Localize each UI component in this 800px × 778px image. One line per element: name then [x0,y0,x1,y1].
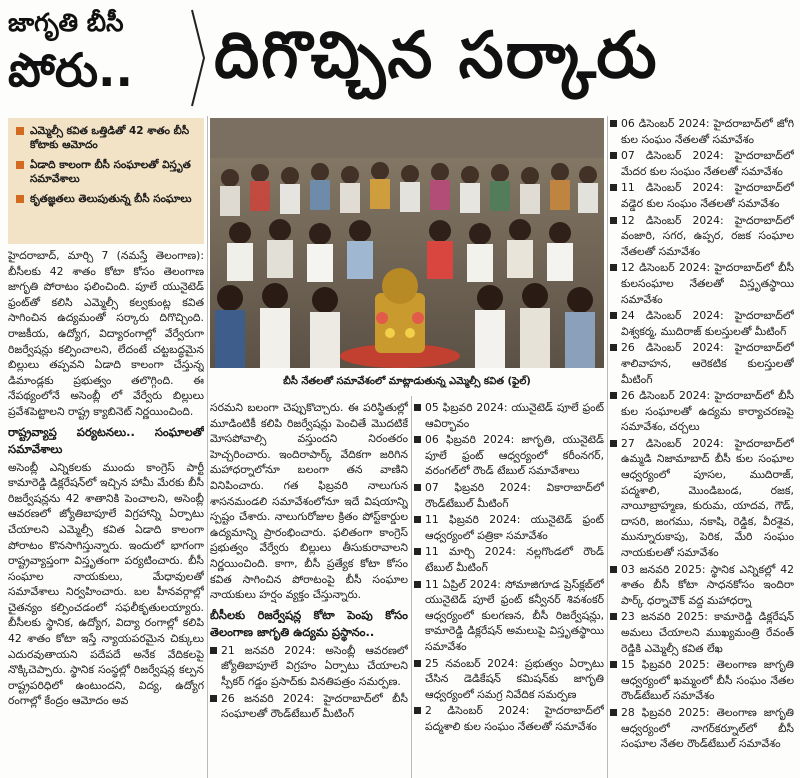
timeline-item: 28 ఫిబ్రవరి 2025: తెలంగాణ జాగృతి ఆధ్వర్యంలో నాగర్‌కర్నూల్‌లో బీసీ సంఘాల నేతల రౌండ్‌టేబుల్ సమావేశం [610,705,794,752]
kicker-line-2: పోరు.. [8,43,133,97]
article-column-2 [210,400,408,776]
bullet-icon [16,127,24,135]
article-paragraph: హైదరాబాద్, మార్చి 7 (నమస్తే తెలంగాణ): బీసీలకు 42 శాతం కోటా కోసం తెలంగాణ జాగృతి పోరాటం ఫలించింది. పూలే యునైటెడ్ ఫ్రంట్‌తో కలిసి ఎమ్మెల్సీ కల్వకుంట్ల కవిత సాగించిన ఉద్యమంతో సర్కారు దిగొచ్చింది. రాజకీయ, ఉద్యోగ, విద్యారంగాల్లో వేర్వేరుగా రిజర్వేషన్లు కల్పించాలని, లేదంటే చట్టబద్ధమైన బిల్లులు తప్పవని ఏడాది కాలంగా చేస్తున్న డిమాండ్లకు ప్రభుత్వం తలొగ్గింది. ఈ నేపథ్యంలోనే అసెంబ్లీ లో వేర్వేరు బిల్లులు ప్రవేశపెట్టాలని రాష్ట్ర క్యాబినెట్ నిర్ణయించింది. [8,249,204,418]
bullet-icon [414,516,421,523]
highlight-item: ఎమ్మెల్సీ కవిత ఒత్తిడితో 42 శాతం బీసీ కోటాకు ఆమోదం [16,124,198,152]
bullet-icon [610,566,617,573]
bullet-icon [414,660,421,667]
timeline-item: 07 డిసెంబర్ 2024: హైదరాబాద్‌లో మేదర కుల సంఘం నేతలతో సమావేశం [610,148,794,179]
highlights-box [8,118,204,244]
masthead [0,0,800,116]
bullet-icon [610,184,617,191]
bullet-icon [610,120,617,127]
bullet-icon [610,440,617,447]
timeline-item: 07 ఫిబ్రవరి 2024: వికారాబాద్‌లో రౌండ్‌టేబుల్ మీటింగ్ [414,480,604,511]
timeline-item: 12 డిసెంబర్ 2024: హైదరాబాద్‌లో వంజారి, సగర, ఉప్పర, రజక సంఘాల నేతలతో సమావేశం [610,213,794,260]
timeline-item: 25 నవంబర్ 2024: ప్రభుత్వం ఏర్పాటు చేసిన డెడికేషన్ కమిషన్‌కు జాగృతి ఆధ్వర్యంలో సమగ్ర నివేదిక సమర్పణ [414,656,604,703]
bullet-icon [610,344,617,351]
timeline-item: 12 డిసెంబర్ 2024: హైదరాబాద్‌లో బీసీ కులసంఘాల నేతలతో విస్తృతస్థాయి సమావేశం [610,260,794,307]
news-photo [210,118,604,368]
timeline-item: 11 ఏప్రిల్ 2024: సోమాజిగూడ ప్రెస్‌క్లబ్‌లో యునైటెడ్ పూలే ఫ్రంట్ కన్వీనర్ శివశంకర్ ఆధ్వర్యంలో కులగణన, బీసీ రిజర్వేషన్లు, కామారెడ్డి డిక్లరేషన్ అమలుపై విస్తృతస్థాయి సమావేశం [414,577,604,655]
crowd-photo-illustration [210,118,604,368]
timeline-item: 11 మార్చి 2024: నల్లగొండలో రౌండ్ టేబుల్ మీటింగ్ [414,544,604,575]
article-column-1 [8,248,204,776]
timeline-item: 15 ఫిబ్రవరి 2025: తెలంగాణ జాగృతి ఆధ్వర్యంలో ఖమ్మంలో బీసీ సంఘం నేతల రౌండ్‌టేబుల్ సమావేశం [610,657,794,704]
timeline-item: 26 డిసెంబర్ 2024: హైదరాబాద్‌లో శాలివాహన, ఆరెకటిక కులస్తులతో మీటింగ్ [610,340,794,387]
bullet-icon [210,695,217,702]
bullet-icon [610,264,617,271]
timeline-column-4 [610,116,794,778]
bullet-icon [414,436,421,443]
bullet-icon [610,661,617,668]
timeline-item: 21 జనవరి 2024: అసెంబ్లీ ఆవరణలో జ్యోతిబాపూలే విగ్రహం ఏర్పాటు చేయాలని స్పీకర్ గడ్డం ప్రసాద్‌కు వినతిపత్రం సమర్పణ. [210,643,408,690]
highlight-item: ఏడాది కాలంగా బీసీ సంఘాలతో విస్తృత సమావేశాలు [16,158,198,186]
timeline-item: 06 ఫిబ్రవరి 2024: జాగృతి, యునైటెడ్ పూలే ఫ్రంట్ ఆధ్వర్యంలో కరీంనగర్, వరంగల్‌లో రౌండ్ టేబుల్ సమావేశాలు [414,432,604,479]
brace-divider [188,8,208,108]
timeline-item: 11 ఫిబ్రవరి 2024: యునైటెడ్ ఫ్రంట్ ఆధ్వర్యంలో పత్రికా సమావేశం [414,512,604,543]
article-subhead: రాష్ట్రవ్యాప్త పర్యటనలు.. సంఘాలతో సమావేశాలు [8,424,204,456]
bullet-icon [414,548,421,555]
article-paragraph: అసెంబ్లీ ఎన్నికలకు ముందు కాంగ్రెస్ పార్టీ కామారెడ్డి డిక్లరేషన్‌లో ఇచ్చిన హామీ మేరకు బీసీ రిజర్వేషన్లను 42 శాతానికి పెంచాలని, అసెంబ్లీ ఆవరణలో జ్యోతిబాపూలే విగ్రహాన్ని ఏర్పాటు చేయాలని ఎమ్మెల్సీ కవిత ఏడాది కాలంగా పోరాటం కొనసాగిస్తున్నారు. ఇందులో భాగంగా రాష్ట్రవ్యాప్తంగా విస్తృతంగా పర్యటించారు. బీసీ సంఘాల నాయకులు, మేధావులతో సమావేశాలు నిర్వహించారు. బల హీనవర్గాల్లో చైతన్యం కల్పించడంలో సఫలీకృతులయ్యారు. బీసీలకు స్థానిక, ఉద్యోగ, విద్యా రంగాల్లో కలిపి 42 శాతం కోటా ఇస్తే న్యాయపరమైన చిక్కులు ఎదురవుతాయని పదేపదే అనేక వేదికలపై నొక్కిచెప్పారు. స్థానిక సంస్థల్లో రిజర్వేషన్ల కల్పన రాష్ట్రపరిధిలో ఉంటుందని, విద్య, ఉద్యోగ రంగాల్లో కేంద్రం ఆమోదం అవ [8,460,204,708]
bullet-icon [414,484,421,491]
bullet-icon [610,709,617,716]
article-paragraph: సరమని బలంగా చెప్పుకొచ్చారు. ఈ పరిస్థితుల్లో మూడింటికీ కలిపి రిజర్వేషన్లు పెంచితే మొదటికే మోసపోవాల్సి వస్తుందని నిరంతరం హెచ్చరించారు. ఇందిరాపార్క్ వేదికగా జరిగిన మహాధర్నాలోనూ బలంగా తన వాణిని వినిపించారు. గత ఫిబ్రవరి నాలుగున శాసనమండలి సమావేశంలోనూ ఇదే విషయాన్ని స్పష్టం చేశారు. నాలుగురోజుల క్రితం పోస్ట్‌కార్డుల ఉద్యమాన్ని ప్రారంభించారు. ఫలితంగా కాంగ్రెస్ ప్రభుత్వం వేర్వేరు బిల్లులు తీసుకురావాలని నిర్ణయించింది. కాగా, బీసీ ప్రత్యేక కోటా కోసం కవిత సాగించిన పోరాటంపై బీసీ సంఘాల నాయకులు హర్షం వ్యక్తం చేస్తున్నారు. [210,401,408,602]
timeline-item: 06 డిసెంబర్ 2024: హైదరాబాద్‌లో జోగి కుల సంఘం నేతలతో సమావేశం [610,116,794,147]
timeline-item: 11 డిసెంబర్ 2024: హైదరాబాద్‌లో వడ్డెర కుల సంఘం నేతలతో సమావేశం [610,180,794,211]
column-divider [207,116,208,778]
timeline-item: 2 డిసెంబర్ 2024: హైదరాబాద్‌లో పద్మశాలి కుల సంఘం నేతలతో సమావేశం [414,703,604,734]
timeline-item: 26 జనవరి 2024: హైదరాబాద్‌లో బీసీ సంఘాలతో రౌండ్‌టేబుల్ మీటింగ్ [210,691,408,722]
bullet-icon [610,217,617,224]
bullet-icon [610,152,617,159]
bullet-icon [414,707,421,714]
bullet-icon [414,404,421,411]
timeline-item: 05 ఫిబ్రవరి 2024: యునైటెడ్ పూలే ఫ్రంట్ ఆవిర్భావం [414,400,604,431]
timeline-item: 03 జనవరి 2025: స్థానిక ఎన్నికల్లో 42 శాతం బీసీ కోటా సాధనకోసం ఇందిరా పార్క్ ధర్నాచౌక్ వద్ద మహాధర్నా [610,562,794,609]
bullet-icon [210,647,217,654]
column-divider [411,396,412,778]
highlight-item: కృతజ్ఞతలు తెలుపుతున్న బీసీ సంఘాలు [16,192,198,206]
column-divider [607,116,608,778]
timeline-subhead: బీసీలకు రిజర్వేషన్ల కోటా పెంపు కోసం తెలంగాణ జాగృతి ఉద్యమ ప్రస్థానం.. [210,607,408,639]
bullet-icon [610,392,617,399]
timeline-item: 27 డిసెంబర్ 2024: హైదరాబాద్‌లో ఉమ్మడి నిజామాబాద్ బీసీ కుల సంఘాల ఆధ్వర్యంలో పూసల, ముదిరాజ్, పద్మశాలి, మొండిబండ, రజక, నాయీబ్రాహ్మణ, కురుమ, యాదవ, గౌడ్, దాసరి, జంగము, నకాషి, రెడ్డిక, వీరశైవ, మున్నూరుకాపు, పెరిక, మేరి సంఘం నాయకులతో సమావేశం [610,436,794,561]
bullet-icon [16,195,24,203]
bullet-icon [610,613,617,620]
photo-caption: బీసీ నేతలతో సమావేశంలో మాట్లాడుతున్న ఎమ్మెల్సీ కవిత (ఫైల్) [283,376,531,387]
timeline-item: 26 డిసెంబర్ 2024: హైదరాబాద్‌లో బీసీ కుల సంఘాలతో ఉద్యమ కార్యాచరణపై సమావేశం, చర్చలు [610,388,794,435]
kicker-line-1: జాగృతి బీసీ [8,8,124,37]
headline: దిగొచ్చిన సర్కారు [214,19,659,93]
kicker [8,6,186,110]
bullet-icon [610,312,617,319]
timeline-item: 23 జనవరి 2025: కామారెడ్డి డిక్లరేషన్ అమలు చేయాలని ముఖ్యమంత్రి రేవంత్ రెడ్డికి ఎమ్మెల్సీ కవిత లేఖ [610,609,794,656]
bullet-icon [414,581,421,588]
timeline-item: 24 డిసెంబర్ 2024: హైదరాబాద్‌లో విశ్వకర్మ, ముదిరాజ్ కులస్తులతో మీటింగ్ [610,308,794,339]
bullet-icon [16,161,24,169]
timeline-column-3 [414,400,604,776]
